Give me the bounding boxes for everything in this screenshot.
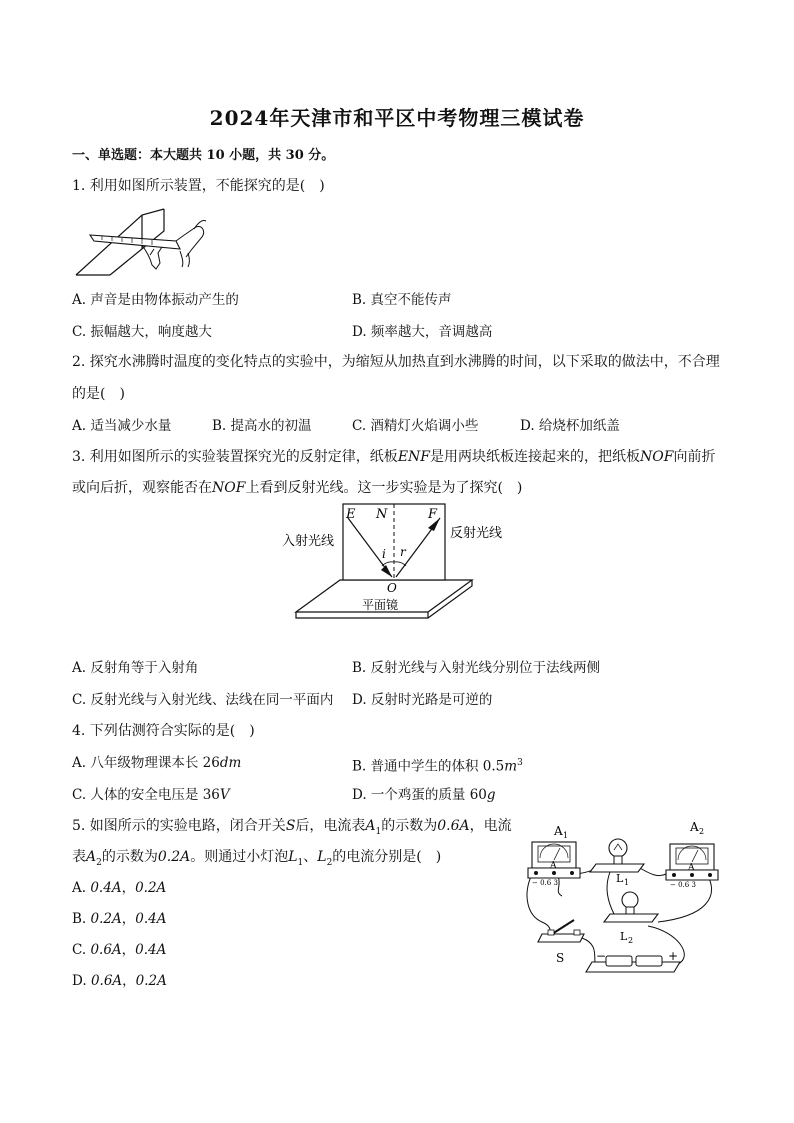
label-o: O [387,581,397,595]
q3-figure-reflection [278,500,528,630]
q4-option-a[interactable] [72,753,241,773]
q2-stem-line2: 的是( ) [72,386,125,402]
label-n: N [376,507,388,522]
meter-a1-scale: − 0.6 3 [532,879,558,887]
q4-option-c-text: C. 人体的安全电压是 36 [72,787,220,803]
q5-stem-text: 、 [303,849,318,865]
q3-var-nof: NOF [640,449,674,465]
q5-value-a2: 0.2A [157,849,191,865]
q5-option-d-value2: 0.2A [135,973,167,989]
q5-option-b-value1: 0.2A [90,911,122,927]
battery-plus-label: + [668,949,679,963]
q3-var-nof: NOF [212,480,246,496]
q5-option-a[interactable] [72,878,166,898]
q3-stem-text: 上看到反射光线。这一步实验是为了探究( ) [245,480,523,496]
q4-option-b-sup: 3 [517,758,523,768]
q5-var-l2: L [317,849,327,865]
label-e: E [346,507,356,522]
label-mirror: 平面镜 [362,598,399,612]
q4-option-a-text: A. 八年级物理课本长 26 [72,755,220,771]
q4-option-a-unit: dm [219,755,242,771]
section-heading: 一、单选题：本大题共 10 小题，共 30 分。 [72,148,335,163]
q5-var-a1: A [365,818,376,834]
q5-var-l1: L [288,849,298,865]
q1-option-c[interactable]: C. 振幅越大，响度越大 [72,324,212,340]
q1-option-b[interactable]: B. 真空不能传声 [352,292,452,308]
label-l1: L [616,872,624,885]
q3-var-enf: ENF [397,449,430,465]
q3-option-c[interactable]: C. 反射光线与入射光线、法线在同一平面内 [72,692,334,708]
lamp-l2 [604,892,658,922]
q5-var-a1-sub: 1 [375,826,382,837]
ruler [90,235,180,249]
q5-stem-line2 [72,847,441,873]
q5-stem-text: 的示数为 [101,849,158,865]
q2-option-a[interactable]: A. 适当减少水量 [72,418,172,434]
hand-right [176,220,206,267]
label-a1-sub: 1 [563,831,569,840]
ammeter-a1 [528,842,580,878]
q4-option-b-unit: m [504,758,518,775]
q1-figure-ruler-table [72,205,212,281]
q3-option-d[interactable]: D. 反射时光路是可逆的 [352,692,493,708]
q5-value-a1: 0.6A [437,818,470,834]
q5-option-a-letter: A. [72,880,87,896]
q5-option-b-value2: 0.4A [135,911,167,927]
q1-stem: 1. 利用如图所示装置，不能探究的是( ) [72,178,325,194]
meter-a1-symbol: A [550,861,557,871]
hand-left [142,245,162,269]
label-a2: A [690,820,699,834]
q3-stem-text: 或向后折，观察能否在 [72,480,212,496]
q5-option-sep: ， [121,911,136,927]
label-r: r [400,545,406,559]
q1-option-a[interactable]: A. 声音是由物体振动产生的 [72,292,239,308]
q5-stem-line1 [72,816,512,842]
q5-option-b-letter: B. [72,911,87,927]
q5-option-b[interactable] [72,909,166,929]
q5-option-c-value2: 0.4A [135,942,167,958]
q3-option-a[interactable]: A. 反射角等于入射角 [72,660,199,676]
q4-option-c[interactable] [72,785,230,805]
q2-option-b[interactable]: B. 提高水的初温 [212,418,312,434]
label-s: S [556,951,565,965]
q5-stem-text: 5. 如图所示的实验电路，闭合开关 [72,818,286,834]
q5-stem-text: 的电流分别是( ) [332,849,442,865]
q5-var-a2: A [86,849,97,865]
label-l2-sub: 2 [628,936,634,945]
q4-stem: 4. 下列估测符合实际的是( ) [72,723,255,739]
q5-option-a-value2: 0.2A [135,880,167,896]
page-title: 2024年天津市和平区中考物理三模试卷 [209,106,585,130]
q5-stem-text: 。则通过小灯泡 [190,849,289,865]
q2-option-d[interactable]: D. 给烧杯加纸盖 [520,418,620,434]
q5-option-sep: ， [121,942,136,958]
q5-var-l2-sub: 2 [326,857,333,868]
q5-figure-circuit [518,816,730,982]
label-l1-sub: 1 [624,878,630,887]
q5-stem-text: 后，电流表 [295,818,366,834]
q3-stem-text: 3. 利用如图所示的实验装置探究光的反射定律，纸板 [72,449,398,465]
label-incident: 入射光线 [282,534,335,549]
q5-var-l1-sub: 1 [297,857,304,868]
battery-minus-label: − [596,949,607,963]
q5-option-c-value1: 0.6A [90,942,122,958]
label-reflected: 反射光线 [450,526,503,541]
q5-option-a-value1: 0.4A [90,880,122,896]
q5-stem-text: ，电流 [469,818,512,834]
q4-option-b-text: B. 普通中学生的体积 0.5 [352,758,505,775]
q2-option-c[interactable]: C. 酒精灯火焰调小些 [352,418,479,434]
label-f: F [428,507,438,522]
meter-a2-scale: − 0.6 3 [670,881,696,889]
ammeter-a2 [666,844,718,880]
q4-option-b[interactable] [352,753,523,777]
q1-option-d[interactable]: D. 频率越大，音调越高 [352,324,493,340]
q5-option-c-letter: C. [72,942,87,958]
q5-var-s: S [285,818,296,834]
q5-option-d[interactable] [72,971,167,991]
label-i: i [382,547,386,561]
q4-option-c-unit: V [219,787,230,803]
label-a1: A [554,824,563,838]
q3-option-b[interactable]: B. 反射光线与入射光线分别位于法线两侧 [352,660,601,676]
q5-var-a2-sub: 2 [96,857,102,868]
q5-option-sep: ， [122,973,136,989]
lamp-l1 [590,839,644,872]
q5-option-c[interactable] [72,940,166,960]
q5-option-d-value1: 0.6A [90,973,123,989]
label-l2: L [620,930,628,943]
q3-stem-text: 是用两块纸板连接起来的，把纸板 [430,449,640,465]
label-a2-sub: 2 [699,827,705,836]
q2-stem-line1: 2. 探究水沸腾时温度的变化特点的实验中，为缩短从加热直到水沸腾的时间，以下采取的做法中，不合理 [72,354,720,370]
q4-option-d-text: D. 一个鸡蛋的质量 60 [352,787,487,803]
q5-stem-text: 的示数为 [381,818,438,834]
q4-option-d-unit: g [486,787,496,803]
meter-a2-symbol: A [688,863,695,873]
q5-stem-text: 表 [72,849,86,865]
q5-option-d-letter: D. [72,973,87,989]
q3-stem-text: 向前折 [673,449,716,465]
q3-stem-line2 [72,478,522,498]
q3-stem-line1 [72,447,715,467]
q4-option-d[interactable] [352,785,496,805]
q5-option-sep: ， [121,880,136,896]
